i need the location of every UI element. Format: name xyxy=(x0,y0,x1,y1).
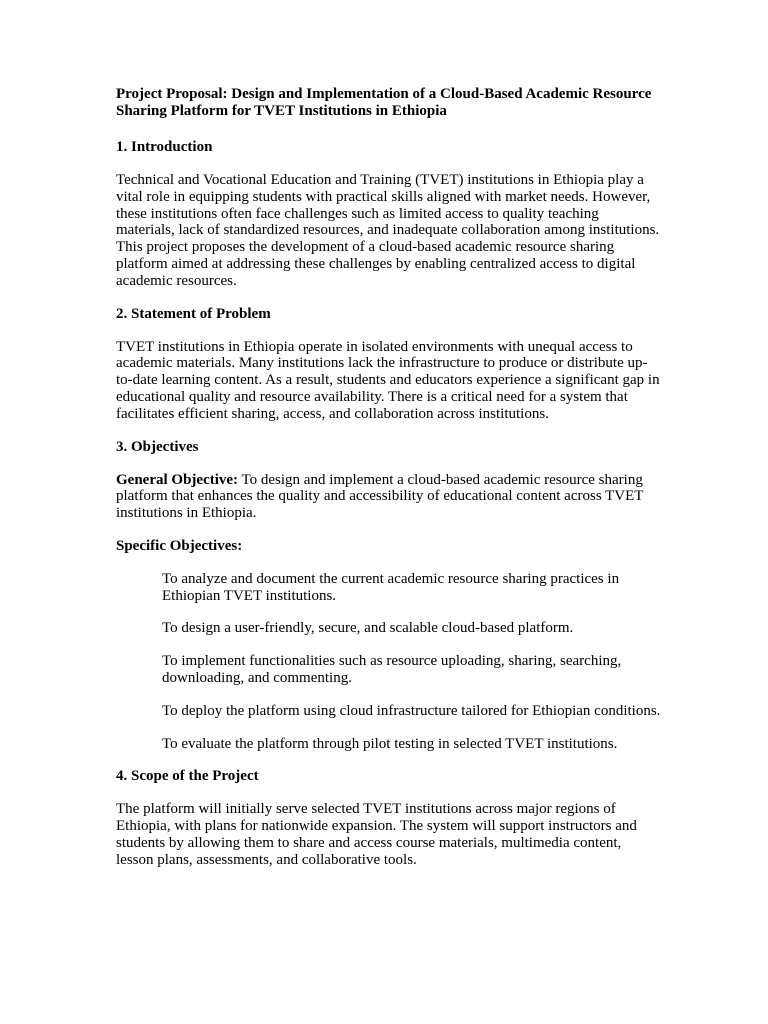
document-page xyxy=(116,86,661,885)
specific-objectives-label: Specific Objectives: xyxy=(116,537,243,554)
scope-heading: 4. Scope of the Project xyxy=(116,768,259,785)
scope-paragraph: The platform will initially serve selected TVET institutions across major regions of Ethiopia, with plans for nationwide expansion. The system will support instructors and students by allowing them to share and access course materials, multimedia content, lesson plans, assessments, and collaborative tools. xyxy=(116,801,637,868)
specific-objectives-list xyxy=(116,571,661,753)
document-title: Project Proposal: Design and Implementation of a Cloud-Based Academic Resource Sharing Platform for TVET Institutions in Ethiopia xyxy=(116,86,652,119)
problem-paragraph: TVET institutions in Ethiopia operate in isolated environments with unequal access to academic materials. Many institutions lack the infrastructure to produce or distribute up-to-date learning content. As a result, students and educators experience a significant gap in educational quality and resource availability. There is a critical need for a system that facilitates efficient sharing, access, and collaboration across institutions. xyxy=(116,338,660,422)
introduction-paragraph: Technical and Vocational Education and Training (TVET) institutions in Ethiopia play a vital role in equipping students with practical skills aligned with market needs. However, these institutions often face challenges such as limited access to quality teaching materials, lack of standardized resources, and inadequate collaboration among institutions. This project proposes the development of a cloud-based academic resource sharing platform aimed at addressing these challenges by enabling centralized access to digital academic resources. xyxy=(116,172,660,289)
specific-objective-item: To evaluate the platform through pilot testing in selected TVET institutions. xyxy=(162,735,618,752)
problem-heading: 2. Statement of Problem xyxy=(116,305,271,322)
specific-objective-item: To analyze and document the current academic resource sharing practices in Ethiopian TVET institutions. xyxy=(162,570,620,604)
objectives-heading: 3. Objectives xyxy=(116,438,199,455)
general-objective-label: General Objective: xyxy=(116,471,239,488)
general-objective-paragraph xyxy=(116,472,661,522)
introduction-heading: 1. Introduction xyxy=(116,139,213,155)
general-objective-text: To design and implement a cloud-based academic resource sharing platform that enhances the quality and accessibility of educational content across TVET institutions in Ethiopia. xyxy=(116,471,644,522)
specific-objective-item: To deploy the platform using cloud infrastructure tailored for Ethiopian conditions. xyxy=(162,702,661,719)
specific-objective-item: To design a user-friendly, secure, and scalable cloud-based platform. xyxy=(162,620,574,637)
specific-objective-item: To implement functionalities such as resource uploading, sharing, searching, downloading, and commenting. xyxy=(162,653,622,686)
